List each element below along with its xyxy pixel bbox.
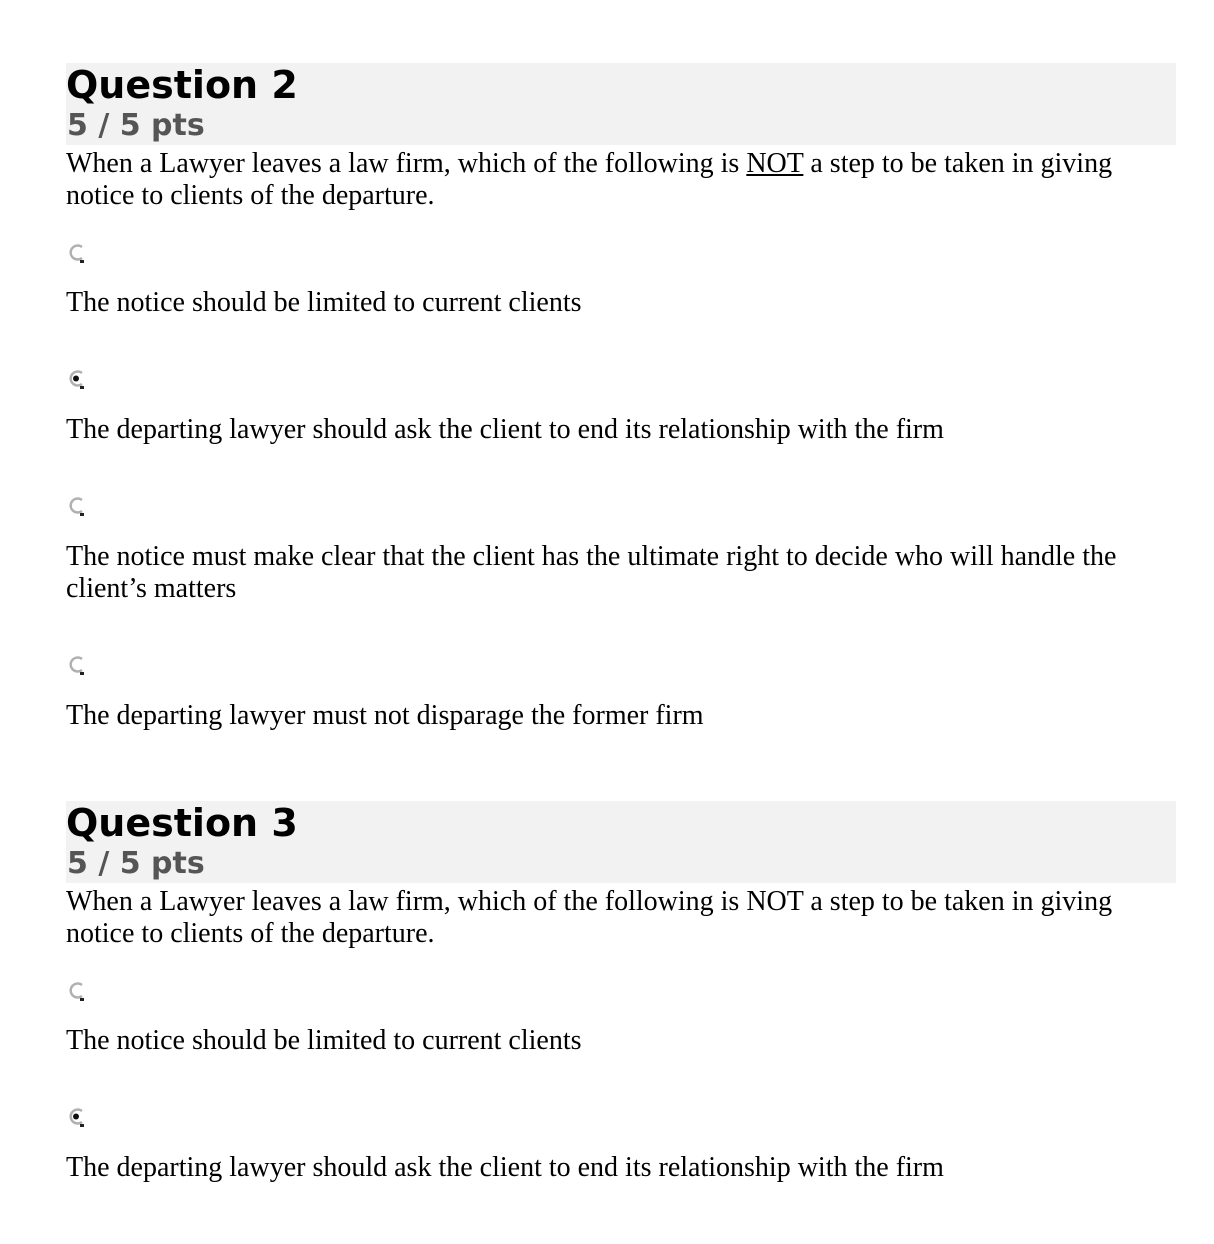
answer-option[interactable] [66,980,1176,1057]
answer-text: The departing lawyer should ask the client to end its relationship with the firm [66,1152,944,1183]
question-points: 5 / 5 pts [67,108,205,143]
answer-option[interactable] [66,495,1176,605]
radio-selected-icon[interactable] [66,1106,86,1128]
question-2 [66,63,1176,732]
answer-option[interactable] [66,654,1176,732]
answer-option[interactable] [66,1106,1176,1184]
question-points: 5 / 5 pts [67,846,205,881]
answer-text: The notice must make clear that the client has the ultimate right to decide who will handle the client’s matters [66,541,1117,604]
question-title: Question 2 [66,63,298,107]
question-text-emphasis: NOT [746,148,804,179]
quiz-results-page [66,63,1176,1184]
radio-unselected-icon[interactable] [66,242,86,264]
question-text-start: When a Lawyer leaves a law firm, which of the following is [66,148,747,179]
question-header [66,801,1176,883]
radio-unselected-icon[interactable] [66,654,86,676]
radio-unselected-icon[interactable] [66,495,86,517]
question-title: Question 3 [66,801,298,845]
radio-unselected-icon[interactable] [66,980,86,1002]
answer-text: The departing lawyer must not disparage the former firm [66,700,704,731]
answer-option[interactable] [66,368,1176,446]
answer-option[interactable] [66,242,1176,319]
answer-text: The notice should be limited to current clients [66,287,582,318]
answer-text: The departing lawyer should ask the client to end its relationship with the firm [66,414,944,445]
question-text: When a Lawyer leaves a law firm, which of the following is NOT a step to be taken in giving notice to clients of the departure. [66,886,1113,949]
question-header [66,63,1176,145]
radio-selected-icon[interactable] [66,368,86,390]
answer-text: The notice should be limited to current clients [66,1025,582,1056]
question-text [66,148,1176,212]
question-text-end: a step to be taken in giving notice to clients of the departure. [66,148,1113,211]
question-3 [66,801,1176,1184]
